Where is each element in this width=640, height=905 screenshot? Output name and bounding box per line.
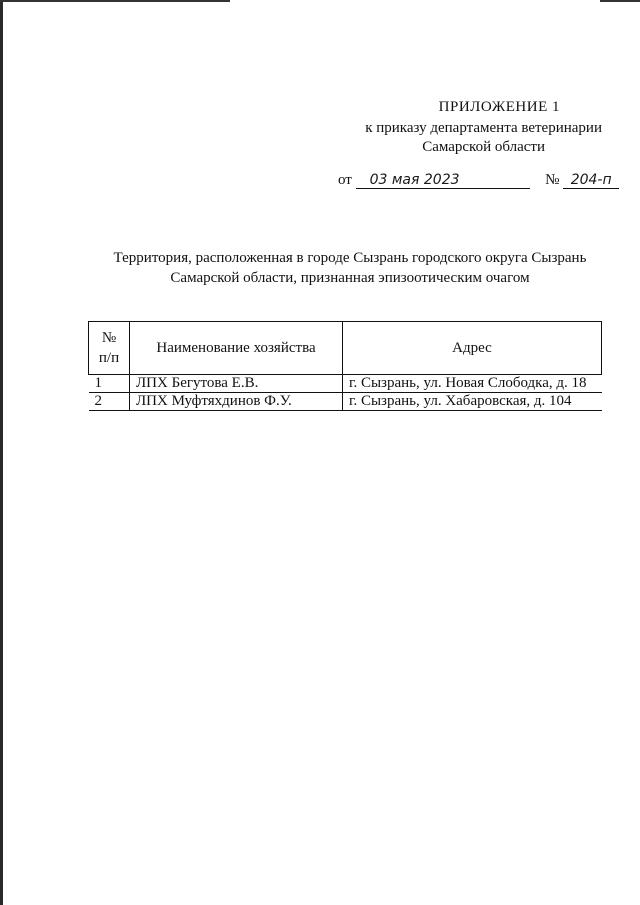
col-header-number: № п/п	[89, 322, 130, 375]
row-number: 2	[89, 393, 130, 411]
col-header-name: Наименование хозяйства	[130, 322, 343, 375]
row-farm-name: ЛПХ Бегутова Е.В.	[130, 375, 343, 393]
table-row	[89, 375, 602, 393]
order-date-row	[338, 172, 619, 189]
scan-edge-top	[0, 0, 230, 2]
farms-table	[88, 321, 602, 411]
row-address: г. Сызрань, ул. Новая Слободка, д. 18	[343, 375, 602, 393]
row-farm-name: ЛПХ Муфтяхдинов Ф.У.	[130, 393, 343, 411]
order-date: 03 мая 2023	[356, 172, 530, 189]
row-number: 1	[89, 375, 130, 393]
document-title-line1: Территория, расположенная в городе Сызрань городского округа Сызрань	[113, 250, 587, 266]
scan-edge-left	[0, 0, 3, 905]
appendix-order-ref: к приказу департамента ветеринарии	[365, 120, 602, 136]
document-title-line2: Самарской области, признанная эпизоотическим очагом	[170, 270, 530, 286]
number-label: №	[545, 172, 560, 188]
table-row	[89, 393, 602, 411]
from-label: от	[338, 172, 352, 188]
document-title	[80, 248, 620, 288]
appendix-title: ПРИЛОЖЕНИЕ 1	[438, 99, 560, 115]
order-number: 204-п	[563, 172, 619, 189]
col-header-address: Адрес	[343, 322, 602, 375]
scan-edge-top-right	[600, 0, 640, 2]
appendix-region: Самарской области	[422, 139, 545, 155]
row-address: г. Сызрань, ул. Хабаровская, д. 104	[343, 393, 602, 411]
table-header-row	[89, 322, 602, 375]
